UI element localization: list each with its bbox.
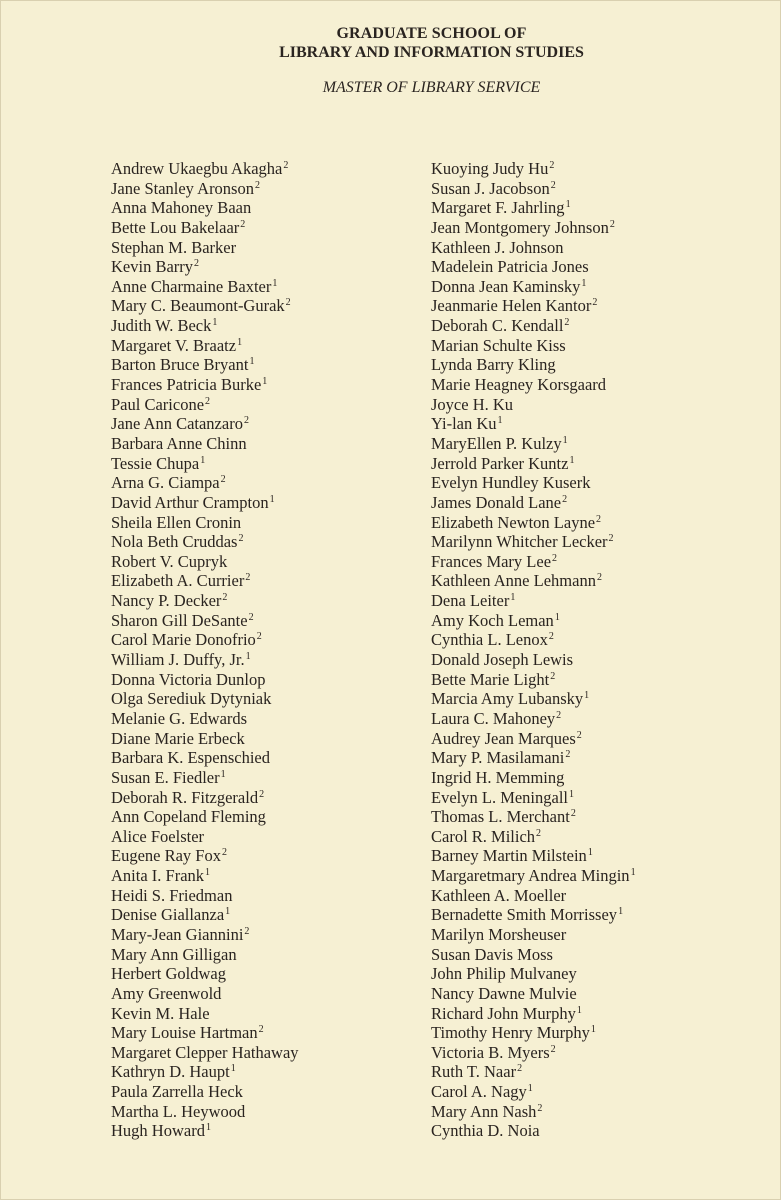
footnote-marker: 2: [238, 533, 244, 545]
graduate-name-entry: [111, 925, 299, 945]
graduate-name: Frances Patricia Burke: [111, 375, 262, 395]
graduate-name-entry: [431, 650, 636, 670]
graduate-name: Cynthia D. Noia: [431, 1121, 540, 1141]
graduate-name-entry: [111, 414, 299, 434]
graduate-name-entry: [431, 218, 636, 238]
graduate-name: Olga Serediuk Dytyniak: [111, 689, 272, 709]
graduate-name: Cynthia L. Lenox: [431, 630, 548, 650]
footnote-marker: 2: [194, 258, 200, 270]
footnote-marker: 1: [205, 867, 211, 879]
graduate-name-entry: [111, 846, 299, 866]
footnote-marker: 1: [565, 199, 571, 211]
graduate-name: Elizabeth Newton Layne: [431, 512, 596, 532]
graduate-name-entry: [431, 552, 636, 572]
graduate-name: Thomas L. Merchant: [431, 807, 570, 827]
graduate-name-entry: [431, 198, 636, 218]
footnote-marker: 2: [537, 1102, 543, 1114]
footnote-marker: 1: [584, 690, 590, 702]
footnote-marker: 2: [248, 611, 254, 623]
graduate-name-entry: [431, 414, 636, 434]
graduate-name: Denise Giallanza: [111, 905, 225, 925]
graduate-name-entry: [431, 1121, 636, 1141]
graduate-name: Kevin M. Hale: [111, 1003, 210, 1023]
footnote-marker: 2: [205, 395, 211, 407]
graduate-name: Joyce H. Ku: [431, 394, 514, 414]
graduate-name-entry: [431, 729, 636, 749]
graduate-name: Kathleen Anne Lehmann: [431, 571, 596, 591]
graduate-name-entry: [431, 395, 636, 415]
graduate-name-entry: [431, 513, 636, 533]
graduate-name: Anne Charmaine Baxter: [111, 276, 272, 296]
graduate-name-entry: [431, 591, 636, 611]
graduate-name: Susan E. Fiedler: [111, 767, 220, 787]
graduate-name-entry: [111, 768, 299, 788]
graduate-name: Robert V. Cupryk: [111, 551, 228, 571]
graduate-name: Timothy Henry Murphy: [431, 1023, 590, 1043]
graduate-name-entry: [111, 886, 299, 906]
graduate-name: Mary Ann Nash: [431, 1101, 537, 1121]
footnote-marker: 1: [590, 1024, 596, 1036]
graduate-name: Barbara K. Espenschied: [111, 748, 270, 768]
graduate-name: Hugh Howard: [111, 1121, 205, 1141]
footnote-marker: 2: [550, 1043, 556, 1055]
footnote-marker: 1: [205, 1122, 211, 1134]
graduate-name-entry: [111, 473, 299, 493]
footnote-marker: 1: [245, 651, 251, 663]
graduate-name-entry: [431, 532, 636, 552]
graduate-name: Deborah R. Fitzgerald: [111, 787, 259, 807]
graduate-name: Bette Marie Light: [431, 669, 550, 689]
footnote-marker: 1: [225, 906, 231, 918]
footnote-marker: 2: [243, 415, 249, 427]
graduate-name-entry: [431, 827, 636, 847]
graduate-name-entry: [111, 1062, 299, 1082]
footnote-marker: 1: [262, 376, 268, 388]
graduate-name-entry: [111, 1023, 299, 1043]
graduate-name: Eugene Ray Fox: [111, 846, 221, 866]
graduate-name-entry: [111, 1102, 299, 1122]
graduate-name-entry: [111, 670, 299, 690]
graduate-name-entry: [431, 571, 636, 591]
graduate-name: Heidi S. Friedman: [111, 885, 233, 905]
graduate-name: Diane Marie Erbeck: [111, 728, 245, 748]
graduate-name: Margaret V. Braatz: [111, 335, 237, 355]
graduate-name: Amy Greenwold: [111, 983, 222, 1003]
graduate-name-entry: [431, 336, 636, 356]
graduate-name: Kathleen J. Johnson: [431, 237, 564, 257]
graduate-name-entry: [111, 1043, 299, 1063]
school-name-line-2: LIBRARY AND INFORMATION STUDIES: [279, 44, 584, 61]
graduate-name: Margaret Clepper Hathaway: [111, 1042, 299, 1062]
footnote-marker: 1: [200, 454, 206, 466]
graduate-name: James Donald Lane: [431, 492, 562, 512]
graduate-name: Stephan M. Barker: [111, 237, 237, 257]
graduate-name: Donna Jean Kaminsky: [431, 276, 581, 296]
graduate-name-entry: [431, 434, 636, 454]
footnote-marker: 2: [596, 572, 602, 584]
graduate-name-entry: [431, 709, 636, 729]
degree-title: MASTER OF LIBRARY SERVICE: [322, 79, 541, 96]
graduate-name: David Arthur Crampton: [111, 492, 269, 512]
graduate-name: Judith W. Beck: [111, 316, 212, 336]
graduate-name: Jane Stanley Aronson: [111, 178, 254, 198]
graduate-name-entry: [111, 571, 299, 591]
graduate-name-entry: [431, 1043, 636, 1063]
graduate-name-entry: [111, 1121, 299, 1141]
footnote-marker: 2: [562, 493, 568, 505]
footnote-marker: 2: [245, 572, 251, 584]
footnote-marker: 2: [549, 160, 555, 171]
footnote-marker: 2: [576, 729, 582, 741]
graduate-name: Marilynn Whitcher Lecker: [431, 532, 608, 552]
graduate-name: Kathleen A. Moeller: [431, 885, 567, 905]
graduate-list-right: [431, 159, 636, 1141]
graduate-name-entry: [431, 670, 636, 690]
footnote-marker: 2: [565, 749, 571, 761]
graduate-name: Herbert Goldwag: [111, 964, 227, 984]
graduate-name-entry: [431, 473, 636, 493]
graduate-name: Nola Beth Cruddas: [111, 532, 238, 552]
footnote-marker: 2: [556, 709, 562, 721]
graduate-name: Frances Mary Lee: [431, 551, 552, 571]
graduate-name: Evelyn Hundley Kuserk: [431, 473, 591, 493]
footnote-marker: 2: [285, 297, 291, 309]
graduate-name-entry: [431, 1062, 636, 1082]
footnote-marker: 1: [510, 592, 516, 604]
graduate-name-entry: [111, 1082, 299, 1102]
graduate-name-entry: [431, 866, 636, 886]
graduate-name-entry: [111, 395, 299, 415]
footnote-marker: 2: [548, 631, 554, 643]
graduate-name-entry: [111, 630, 299, 650]
graduate-name-entry: [111, 434, 299, 454]
graduate-name: Marian Schulte Kiss: [431, 335, 566, 355]
footnote-marker: 2: [283, 160, 289, 171]
graduate-name-entry: [431, 296, 636, 316]
graduate-name: Evelyn L. Meningall: [431, 787, 569, 807]
graduate-name-entry: [111, 591, 299, 611]
graduate-name-entry: [111, 532, 299, 552]
graduate-name-entry: [431, 375, 636, 395]
graduate-name: Margaret F. Jahrling: [431, 198, 565, 218]
graduate-name: Mary-Jean Giannini: [111, 924, 244, 944]
graduate-name: Anita I. Frank: [111, 866, 205, 886]
footnote-marker: 2: [256, 631, 262, 643]
graduate-name-entry: [111, 905, 299, 925]
graduate-name-entry: [111, 729, 299, 749]
graduate-name-entry: [111, 179, 299, 199]
footnote-marker: 2: [258, 1024, 264, 1036]
graduate-name: Richard John Murphy: [431, 1003, 576, 1023]
graduate-name-entry: [111, 493, 299, 513]
graduate-name: Carol A. Nagy: [431, 1082, 527, 1102]
graduate-name-entry: [111, 296, 299, 316]
graduate-name: Kevin Barry: [111, 257, 194, 277]
footnote-marker: 1: [576, 1004, 582, 1016]
footnote-marker: 2: [570, 808, 576, 820]
graduate-name-entry: [111, 218, 299, 238]
graduate-name: Melanie G. Edwards: [111, 708, 248, 728]
graduate-name-entry: [431, 748, 636, 768]
graduate-name-entry: [431, 355, 636, 375]
graduate-name-entry: [111, 355, 299, 375]
graduate-name: Paula Zarrella Heck: [111, 1082, 243, 1102]
graduate-name-entry: [431, 945, 636, 965]
footnote-marker: 2: [221, 847, 227, 859]
footnote-marker: 1: [249, 356, 255, 368]
graduate-name: Yi-lan Ku: [431, 414, 497, 434]
footnote-marker: 1: [554, 611, 560, 623]
graduate-name-entry: [111, 827, 299, 847]
footnote-marker: 1: [587, 847, 593, 859]
graduate-name: Dena Leiter: [431, 591, 510, 611]
graduate-name: Ruth T. Naar: [431, 1062, 517, 1082]
graduate-name: Carol R. Milich: [431, 826, 536, 846]
graduate-name: Marcia Amy Lubansky: [431, 689, 584, 709]
graduate-name: Tessie Chupa: [111, 453, 200, 473]
footnote-marker: 1: [569, 788, 575, 800]
graduate-name: Mary Louise Hartman: [111, 1023, 258, 1043]
graduate-name: Kathryn D. Haupt: [111, 1062, 230, 1082]
graduate-name: Mary Ann Gilligan: [111, 944, 237, 964]
footnote-marker: 2: [592, 297, 598, 309]
footnote-marker: 2: [254, 179, 260, 191]
footnote-marker: 1: [212, 317, 218, 329]
graduate-name: Andrew Ukaegbu Akagha: [111, 159, 283, 178]
graduate-name-entry: [111, 198, 299, 218]
graduate-name: Kuoying Judy Hu: [431, 159, 549, 178]
footnote-marker: 2: [222, 592, 228, 604]
graduate-name-entry: [111, 984, 299, 1004]
graduate-name-entry: [431, 689, 636, 709]
graduate-name: Arna G. Ciampa: [111, 473, 220, 493]
graduate-name-entry: [111, 748, 299, 768]
footnote-marker: 2: [240, 218, 246, 230]
graduate-name-entry: [431, 905, 636, 925]
graduate-name-entry: [431, 807, 636, 827]
graduate-name: Jerrold Parker Kuntz: [431, 453, 569, 473]
footnote-marker: 2: [550, 179, 556, 191]
graduate-name-entry: [111, 964, 299, 984]
graduate-name-entry: [431, 179, 636, 199]
graduate-name-entry: [111, 552, 299, 572]
graduate-list-left: [111, 159, 299, 1141]
graduate-name-entry: [111, 513, 299, 533]
graduate-name: John Philip Mulvaney: [431, 964, 577, 984]
graduate-name-entry: [111, 709, 299, 729]
graduate-name-entry: [111, 277, 299, 297]
graduate-name-entry: [431, 768, 636, 788]
graduate-name: Bette Lou Bakelaar: [111, 217, 240, 237]
graduate-name: Barney Martin Milstein: [431, 846, 587, 866]
graduate-name: Anna Mahoney Baan: [111, 198, 252, 218]
graduate-name-entry: [111, 454, 299, 474]
graduate-name: Martha L. Heywood: [111, 1101, 246, 1121]
graduate-name-entry: [431, 159, 636, 179]
graduate-name-entry: [111, 1004, 299, 1024]
footnote-marker: 1: [497, 415, 503, 427]
graduate-name: Jeanmarie Helen Kantor: [431, 296, 592, 316]
footnote-marker: 2: [564, 317, 570, 329]
graduate-name: Donald Joseph Lewis: [431, 650, 574, 670]
graduate-name-entry: [431, 925, 636, 945]
graduate-name: William J. Duffy, Jr.: [111, 650, 245, 670]
footnote-marker: 1: [630, 867, 636, 879]
footnote-marker: 1: [562, 434, 568, 446]
graduate-name: Nancy P. Decker: [111, 591, 222, 611]
graduate-name: Lynda Barry Kling: [431, 355, 556, 375]
footnote-marker: 2: [536, 827, 542, 839]
graduate-name-entry: [431, 611, 636, 631]
graduate-name-entry: [431, 1102, 636, 1122]
graduate-name: Donna Victoria Dunlop: [111, 669, 266, 689]
graduate-name-entry: [431, 277, 636, 297]
graduate-name: Alice Foelster: [111, 826, 205, 846]
graduate-name: Audrey Jean Marques: [431, 728, 576, 748]
graduate-name: Mary P. Masilamani: [431, 748, 565, 768]
footnote-marker: 1: [618, 906, 624, 918]
graduate-name-entry: [431, 454, 636, 474]
footnote-marker: 1: [237, 336, 243, 348]
graduate-name-entry: [431, 846, 636, 866]
footnote-marker: 2: [596, 513, 602, 525]
graduate-name-entry: [431, 984, 636, 1004]
graduate-name-entry: [111, 336, 299, 356]
graduate-name-entry: [431, 630, 636, 650]
graduate-name-entry: [431, 1082, 636, 1102]
graduate-name-entry: [111, 807, 299, 827]
graduate-name: Ann Copeland Fleming: [111, 807, 266, 827]
graduate-name-entry: [431, 964, 636, 984]
graduate-name: Marie Heagney Korsgaard: [431, 375, 607, 395]
graduate-name: Nancy Dawne Mulvie: [431, 983, 577, 1003]
graduate-name-entry: [431, 1023, 636, 1043]
graduate-name: Jane Ann Catanzaro: [111, 414, 243, 434]
graduate-name-entry: [111, 257, 299, 277]
footnote-marker: 1: [269, 493, 275, 505]
footnote-marker: 2: [259, 788, 265, 800]
graduate-name-entry: [431, 1004, 636, 1024]
graduate-name-entry: [431, 238, 636, 258]
graduate-name: Jean Montgomery Johnson: [431, 217, 609, 237]
graduate-name-entry: [111, 866, 299, 886]
school-name-line-1: GRADUATE SCHOOL OF: [336, 25, 527, 42]
graduate-name-entry: [111, 788, 299, 808]
graduate-name-entry: [111, 316, 299, 336]
graduate-name: Paul Caricone: [111, 394, 205, 414]
graduate-name: Madelein Patricia Jones: [431, 257, 589, 277]
footnote-marker: 1: [230, 1063, 236, 1075]
footnote-marker: 2: [550, 670, 556, 682]
footnote-marker: 2: [517, 1063, 523, 1075]
graduate-name: Carol Marie Donofrio: [111, 630, 256, 650]
graduate-name-entry: [431, 886, 636, 906]
footnote-marker: 2: [608, 533, 614, 545]
graduate-name: Barton Bruce Bryant: [111, 355, 249, 375]
graduate-name-entry: [111, 611, 299, 631]
graduate-name: Susan J. Jacobson: [431, 178, 550, 198]
footnote-marker: 2: [552, 552, 558, 564]
graduate-name: Sharon Gill DeSante: [111, 610, 248, 630]
graduate-name-entry: [111, 375, 299, 395]
footnote-marker: 2: [244, 925, 250, 937]
graduate-name-entry: [431, 493, 636, 513]
footnote-marker: 1: [581, 277, 587, 289]
graduate-name: Marilyn Morsheuser: [431, 924, 567, 944]
graduate-name-entry: [111, 650, 299, 670]
graduate-name-entry: [111, 159, 299, 179]
graduate-name: Sheila Ellen Cronin: [111, 512, 242, 532]
graduate-name: Susan Davis Moss: [431, 944, 553, 964]
graduate-name: Ingrid H. Memming: [431, 767, 565, 787]
footnote-marker: 1: [272, 277, 278, 289]
graduate-name-entry: [431, 316, 636, 336]
graduate-name: MaryEllen P. Kulzy: [431, 433, 562, 453]
graduate-name: Amy Koch Leman: [431, 610, 554, 630]
graduate-name: Margaretmary Andrea Mingin: [431, 866, 630, 886]
graduate-name: Mary C. Beaumont-Gurak: [111, 296, 285, 316]
graduate-name: Barbara Anne Chinn: [111, 433, 247, 453]
footnote-marker: 1: [569, 454, 575, 466]
graduate-name: Deborah C. Kendall: [431, 316, 564, 336]
footnote-marker: 1: [527, 1083, 533, 1095]
graduate-name: Laura C. Mahoney: [431, 708, 556, 728]
graduate-name-entry: [111, 945, 299, 965]
graduate-name: Elizabeth A. Currier: [111, 571, 245, 591]
footnote-marker: 2: [609, 218, 615, 230]
graduate-name-entry: [111, 238, 299, 258]
graduate-name: Victoria B. Myers: [431, 1042, 550, 1062]
graduate-name-entry: [431, 788, 636, 808]
graduate-name: Bernadette Smith Morrissey: [431, 905, 618, 925]
graduate-name-entry: [111, 689, 299, 709]
graduate-name-entry: [431, 257, 636, 277]
footnote-marker: 1: [220, 768, 226, 780]
footnote-marker: 2: [220, 474, 226, 486]
